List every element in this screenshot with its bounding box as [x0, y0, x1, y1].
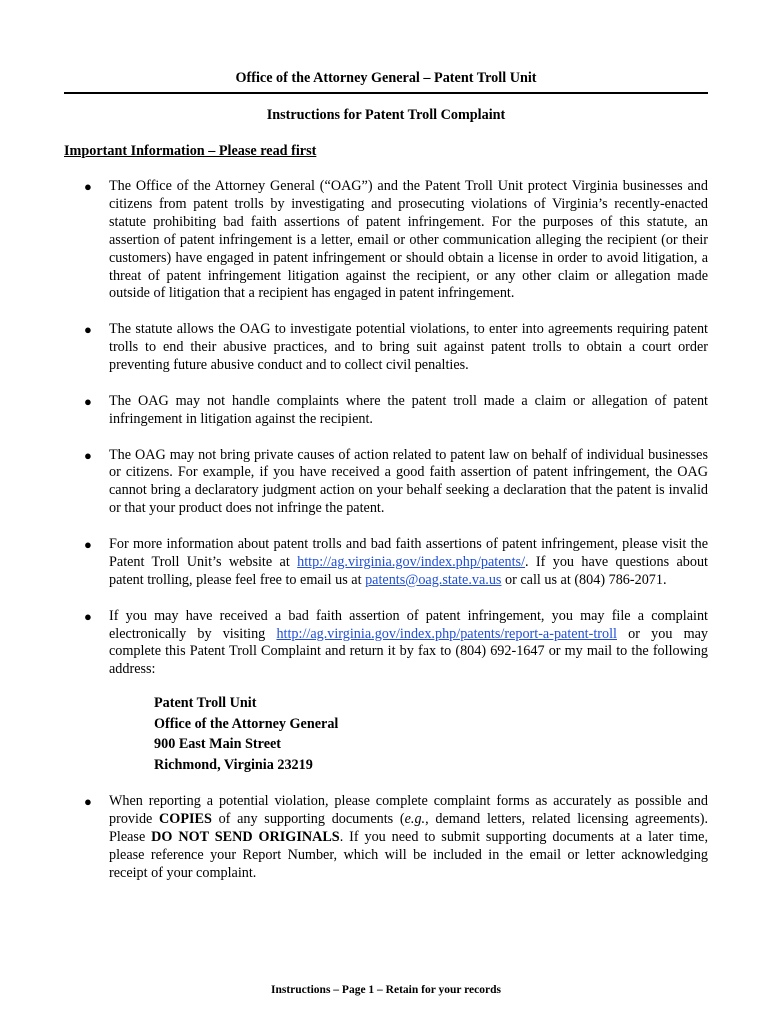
list-item-text [109, 536, 708, 590]
bullet-icon: ● [84, 794, 92, 810]
text-segment: of any supporting documents ( [211, 811, 405, 828]
text-segment: or call us at (804) 786-2071. [501, 571, 667, 588]
list-item [64, 447, 708, 519]
text-segment: . If you need to submit supporting documents at a later time, please reference your Report Number, which will be included in the email or letter acknowledging receipt of your complaint. [109, 829, 708, 881]
bullet-icon: ● [84, 537, 92, 553]
header-divider [64, 92, 708, 94]
bullet-icon: ● [84, 322, 92, 338]
list-item [64, 178, 708, 303]
address-line: Patent Troll Unit [154, 695, 257, 712]
list-item-text: The OAG may not bring private causes of action related to patent law on behalf of individual businesses or citizens. For example, if you have received a good faith assertion of patent infringement, the OAG cannot bring a declaratory judgment action on your behalf seeking a declaration that the patent is invalid or that your product does not infringe the patent. [109, 446, 708, 517]
text-segment: . If you have questions about patent trolling, please feel free to email us at [109, 553, 708, 588]
list-item-text [109, 793, 708, 883]
patents-email-link[interactable]: patents@oag.state.va.us [365, 571, 502, 588]
instructions-list [64, 178, 708, 901]
address-line: Richmond, Virginia 23219 [154, 756, 313, 773]
section-heading: Important Information – Please read first [64, 143, 317, 159]
list-item [64, 393, 708, 429]
list-item-text: The OAG may not handle complaints where the patent troll made a claim or allegation of patent infringement in litigation against the recipient. [109, 392, 708, 427]
bullet-icon: ● [84, 608, 92, 624]
list-item [64, 608, 708, 680]
mailing-address [64, 693, 708, 775]
document-subtitle: Instructions for Patent Troll Complaint [266, 107, 506, 123]
emphasis-copies: COPIES [159, 811, 212, 828]
bullet-icon: ● [84, 393, 92, 409]
list-item-text: The statute allows the OAG to investigate potential violations, to enter into agreements requiring patent trolls to end their abusive practices, and to bring suit against patent trolls to obtain a court order preventing future abusive conduct and to collect civil penalties. [109, 321, 708, 374]
list-item [64, 793, 708, 883]
bullet-icon: ● [84, 179, 92, 194]
list-item [64, 536, 708, 590]
list-item-text [109, 608, 708, 680]
report-patent-troll-link[interactable]: http://ag.virginia.gov/index.php/patents/report-a-patent-troll [276, 625, 617, 642]
text-segment: When reporting a potential violation, please complete complaint forms as accurately as possible and provide [109, 793, 708, 828]
text-segment: For more information about patent trolls and bad faith assertions of patent infringement, please visit the Patent Troll Unit’s website at [109, 536, 708, 570]
emphasis-do-not-send: DO NOT SEND ORIGINALS [151, 829, 340, 846]
list-item [64, 321, 708, 375]
document-header: Office of the Attorney General – Patent Troll Unit [235, 70, 537, 86]
address-line: 900 East Main Street [154, 736, 282, 753]
list-item-text: The Office of the Attorney General (“OAG”) and the Patent Troll Unit protect Virginia businesses and citizens from patent trolls by investigating and prosecuting violations of Virginia’s recently-enacted statute prohibiting bad faith assertions of patent infringement. For the purposes of this statute, an assertion of patent infringement is a letter, email or other communication alleging the recipient (or their customers) have engaged in patent infringement or should obtain a license in order to avoid litigation, a threat of patent infringement litigation against the recipient, or any other claim or allegation made outside of litigation that a recipient has engaged in patent infringement. [109, 178, 708, 302]
text-segment: , demand letters, related licensing agreements). Please [109, 811, 709, 846]
emphasis-eg: e.g. [404, 811, 426, 828]
address-line: Office of the Attorney General [154, 715, 339, 732]
page-footer: Instructions – Page 1 – Retain for your records [271, 984, 501, 996]
text-segment: If you may have received a bad faith assertion of patent infringement, you may file a complaint electronically by visiting [109, 607, 708, 642]
text-segment: or you may complete this Patent Troll Complaint and return it by fax to (804) 692-1647 or my mail to the following address: [109, 625, 708, 678]
bullet-icon: ● [84, 447, 92, 463]
patents-website-link[interactable]: http://ag.virginia.gov/index.php/patents/ [297, 553, 526, 570]
